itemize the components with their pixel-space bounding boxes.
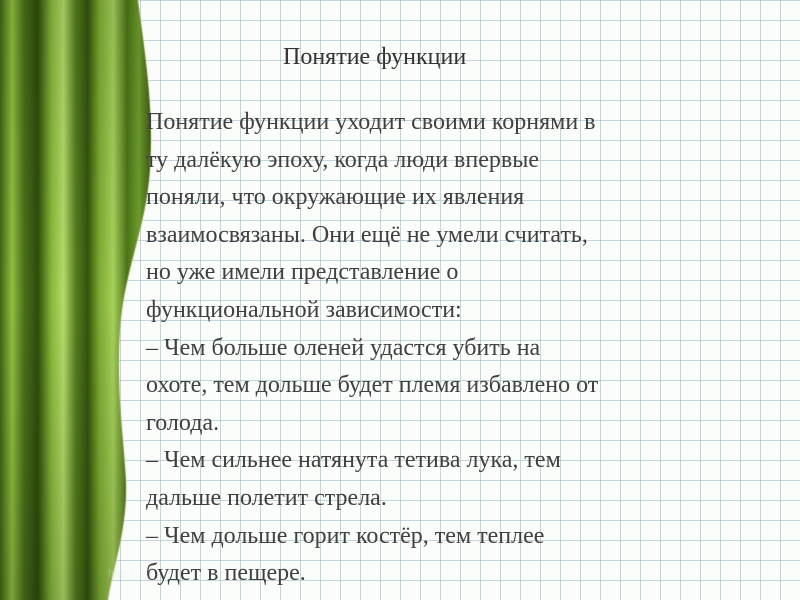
body-line: будет в пещере. xyxy=(146,560,306,587)
body-line: – Чем сильнее натянута тетива лука, тем xyxy=(146,447,561,474)
body-line: – Чем больше оленей удастся убить на xyxy=(146,334,541,361)
body-line: голода. xyxy=(146,409,220,436)
body-line: но уже имели представление о xyxy=(146,259,459,286)
body-line: взаимосвязаны. Они ещё не умели считать, xyxy=(146,221,588,248)
body-text xyxy=(146,104,746,593)
body-line: ту далёкую эпоху, когда люди впервые xyxy=(146,146,539,173)
green-curtain xyxy=(0,0,160,600)
body-line: поняли, что окружающие их явления xyxy=(146,184,525,211)
body-line: Понятие функции уходит своими корнями в xyxy=(146,109,596,135)
body-line: охоте, тем дольше будет племя избавлено от xyxy=(146,372,599,399)
body-line: дальше полетит стрела. xyxy=(146,484,387,511)
watermark-text: http://... xyxy=(108,568,145,580)
body-line: – Чем дольше горит костёр, тем теплее xyxy=(146,522,545,549)
body-line: функциональной зависимости: xyxy=(146,296,462,323)
slide-title: Понятие функции xyxy=(283,44,467,70)
